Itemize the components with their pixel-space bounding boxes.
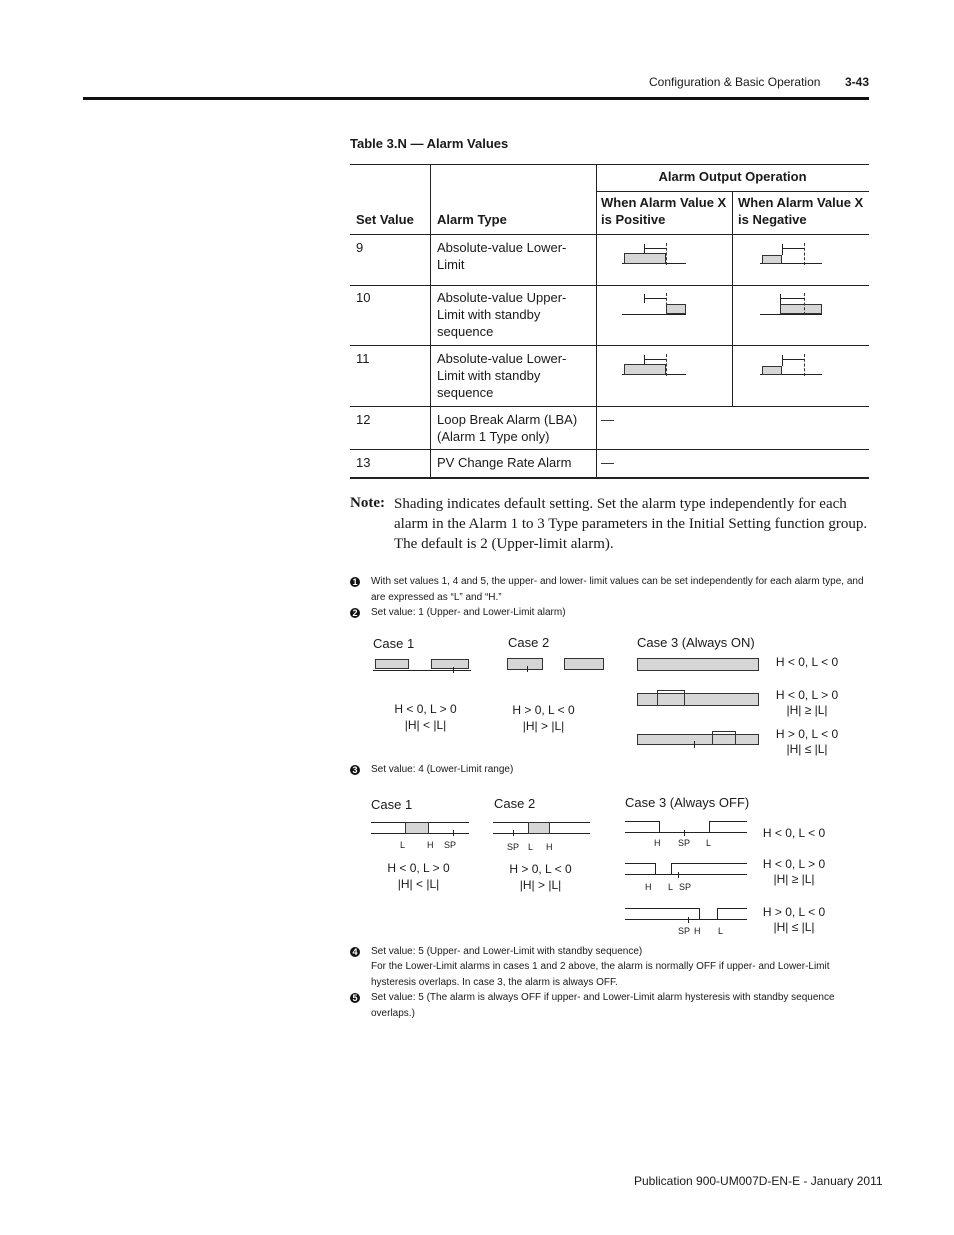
lower-limit-negative-diagram-icon [760, 354, 826, 376]
tick-label: L [706, 838, 712, 848]
alarm-type-cell: Loop Break Alarm (LBA) (Alarm 1 Type only) [437, 412, 578, 444]
tick-label: SP [679, 882, 692, 892]
output-cell: — [601, 412, 614, 427]
alarm-type-cell: Absolute-value Lower-Limit [437, 240, 567, 272]
case3-label: Case 3 (Always OFF) [625, 795, 750, 810]
page-number: 3-43 [845, 75, 870, 89]
case2-condition: H > 0, L < 0 [509, 862, 572, 876]
lower-limit-diagram-icon [622, 243, 688, 265]
footnote-marker: 2 [350, 608, 360, 618]
case2-graph [493, 820, 593, 836]
case2-condition-abs: |H| > |L| [519, 878, 562, 892]
set-value-cell: 12 [356, 412, 371, 427]
case2-label: Case 2 [508, 635, 550, 650]
case3c-condition-abs: |H| ≤ |L| [773, 920, 815, 934]
col-header-alarm-output: Alarm Output Operation [658, 169, 807, 184]
case3c-graph [625, 907, 749, 923]
tick-label: SP [507, 842, 520, 852]
tick-label: H [654, 838, 661, 848]
table-title: Table 3.N — Alarm Values [350, 136, 509, 151]
publication-footer: Publication 900-UM007D-EN-E - January 2011 [634, 1174, 883, 1188]
tick-label: H [645, 882, 652, 892]
set-value-cell: 9 [356, 240, 364, 255]
case1-graph [371, 820, 471, 836]
case3a-condition: H < 0, L < 0 [775, 655, 839, 669]
col-header-alarm-type: Alarm Type [437, 212, 507, 227]
case3a-condition: H < 0, L < 0 [762, 826, 826, 840]
lower-limit-negative-diagram-icon [760, 243, 826, 265]
alarm-type-cell: Absolute-value Upper-Limit with standby sequence [437, 290, 567, 339]
running-header-section: Configuration & Basic Operation [649, 75, 821, 89]
col-header-set-value: Set Value [356, 212, 414, 227]
footnote-marker: 4 [350, 947, 360, 957]
case3a-graph [625, 820, 749, 836]
case1-graph [373, 658, 473, 674]
set-value-cell: 10 [356, 290, 371, 305]
case3-label: Case 3 (Always ON) [637, 635, 755, 650]
footnote-text: Set value: 1 (Upper- and Lower-Limit alarm) [371, 607, 566, 618]
footnote-marker: 1 [350, 577, 360, 587]
header-rule [83, 97, 869, 100]
case2-label: Case 2 [494, 796, 536, 811]
footnote-marker: 5 [350, 993, 360, 1003]
case3b-condition-abs: |H| ≥ |L| [786, 703, 828, 717]
case3c-condition: H > 0, L < 0 [762, 905, 826, 919]
footnote-text: Set value: 4 (Lower-Limit range) [371, 764, 514, 775]
case1-label: Case 1 [371, 797, 413, 812]
case3c-graph [637, 731, 761, 749]
note-text: Shading indicates default setting. Set the alarm type independently for each alarm in the Alarm 1 to 3 Type parameters in the Initial Setting function group. The default is 2 (Upper-limit alarm). [394, 496, 868, 552]
set-value-cell: 13 [356, 455, 371, 470]
alarm-type-cell: Absolute-value Lower-Limit with standby sequence [437, 351, 567, 400]
footnote-text: Set value: 5 (Upper- and Lower-Limit with standby sequence) [371, 946, 643, 957]
footnote-text: With set values 1, 4 and 5, the upper- and lower- limit values can be set independently for each alarm type, and are expressed as “L” and “H.” [371, 576, 864, 603]
tick-label: L [528, 842, 534, 852]
case1-condition-abs: |H| < |L| [397, 877, 440, 891]
tick-label: SP [678, 838, 691, 848]
tick-label: H [694, 926, 701, 936]
case3c-condition: H > 0, L < 0 [775, 727, 839, 741]
set-value-cell: 11 [356, 351, 370, 366]
footnote-text: Set value: 5 (The alarm is always OFF if upper- and Lower-Limit alarm hysteresis with standby sequence overlaps.) [371, 992, 835, 1019]
case3c-condition-abs: |H| ≤ |L| [786, 742, 828, 756]
case1-condition: H < 0, L > 0 [387, 861, 450, 875]
footnote-marker: 3 [350, 765, 360, 775]
case3b-graph [637, 690, 761, 708]
case2-condition: H > 0, L < 0 [512, 703, 575, 717]
tick-label: L [400, 840, 406, 850]
tick-label: SP [678, 926, 691, 936]
case2-condition-abs: |H| > |L| [522, 719, 565, 733]
case3b-condition-abs: |H| ≥ |L| [773, 872, 815, 886]
tick-label: H [546, 842, 553, 852]
alarm-type-cell: PV Change Rate Alarm [437, 455, 572, 470]
col-header-negative: When Alarm Value X is Negative [738, 195, 864, 227]
case1-condition: H < 0, L > 0 [394, 702, 457, 716]
tick-label: L [718, 926, 724, 936]
upper-limit-negative-diagram-icon [760, 293, 826, 315]
case3b-condition: H < 0, L > 0 [775, 688, 839, 702]
tick-label: L [668, 882, 674, 892]
upper-limit-diagram-icon [622, 293, 688, 315]
case3b-graph [625, 862, 749, 878]
footnote-text-continued: For the Lower-Limit alarms in cases 1 and 2 above, the alarm is normally OFF if upper- and Lower-Limit hysteresis overlaps. In case 3, the alarm is always OFF. [371, 961, 830, 988]
case2-graph [507, 657, 607, 673]
output-cell: — [601, 455, 614, 470]
tick-label: SP [444, 840, 457, 850]
case1-label: Case 1 [373, 636, 415, 651]
col-header-positive: When Alarm Value X is Positive [601, 195, 727, 227]
case3a-graph [637, 657, 761, 673]
case1-condition-abs: |H| < |L| [404, 718, 447, 732]
lower-limit-diagram-icon [622, 354, 688, 376]
case3b-condition: H < 0, L > 0 [762, 857, 826, 871]
tick-label: H [427, 840, 434, 850]
note-label: Note: [350, 495, 385, 511]
